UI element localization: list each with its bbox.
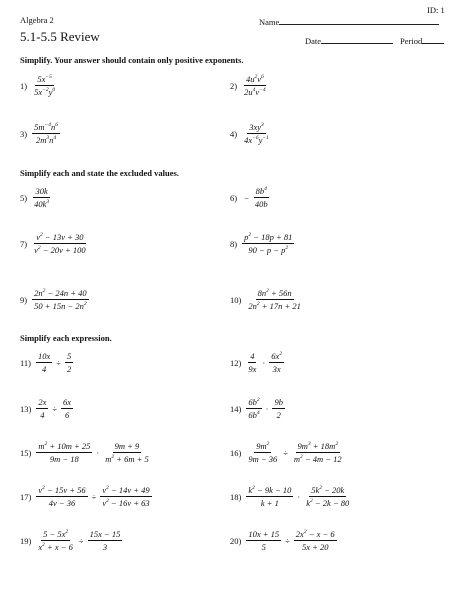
period-blank bbox=[422, 34, 444, 44]
problem-6: 6) − $\frac{8b^4}{40b}$ bbox=[230, 186, 268, 209]
fraction: $\frac{9m^2}{9m - 36}$ bbox=[248, 441, 278, 464]
fraction: $\frac{8n^2 + 56n}{2n^2 + 17n + 21}$ bbox=[248, 288, 301, 311]
problem-number: 8) bbox=[230, 238, 238, 249]
problem-number: 12) bbox=[230, 357, 242, 368]
problem-16: 16) $\frac{9m^2}{9m - 36}$ ÷ $\frac{9m^3 + 18m^2}{m^2 - 4m - 12}$ bbox=[230, 441, 342, 464]
problem-8 bbox=[230, 232, 295, 255]
fraction: $\frac{v^2 - 13v + 30}{v^2 - 20v + 100}$ bbox=[34, 232, 86, 255]
problem-number: 19) bbox=[20, 535, 32, 546]
problem-7 bbox=[20, 232, 89, 255]
problem-10 bbox=[230, 288, 304, 311]
fraction: $\frac{5m^{-4}n^6}{2m^3n^4}$ bbox=[34, 122, 58, 145]
fraction: $\frac{4u^2v^6}{2u^4v^{-4}}$ bbox=[244, 74, 266, 97]
course-name: Algebra 2 bbox=[20, 15, 54, 25]
problem-19: 19) $\frac{5 - 5x^2}{x^2 + x - 6}$ ÷ $\frac{15x - 15}{3}$ bbox=[20, 529, 121, 552]
section-1-instruction: Simplify. Your answer should contain only positive exponents. bbox=[20, 55, 244, 65]
problem-number: 6) bbox=[230, 192, 238, 203]
problem-11: 11) $\frac{10x}{4}$ ÷ $\frac{5}{2}$ bbox=[20, 351, 72, 374]
fraction: $\frac{5 - 5x^2}{x^2 + x - 6}$ bbox=[38, 529, 73, 552]
problem-number: 9) bbox=[20, 294, 28, 305]
date-blank bbox=[321, 34, 393, 44]
fraction: $\frac{k^2 - 9k - 10}{k + 1}$ bbox=[248, 485, 292, 508]
fraction: $\frac{10x + 15}{5}$ bbox=[248, 529, 280, 552]
problem-9 bbox=[20, 288, 90, 311]
fraction: $\frac{3xy^3}{4x^{-6}y^{-1}}$ bbox=[244, 122, 269, 145]
problem-number: 5) bbox=[20, 192, 28, 203]
problem-number: 16) bbox=[230, 447, 242, 458]
name-field bbox=[259, 15, 439, 27]
fraction: $\frac{9b}{2}$ bbox=[274, 397, 283, 420]
fraction: $\frac{15x - 15}{3}$ bbox=[89, 529, 121, 552]
fraction: $\frac{v^2 - 14v + 49}{v^2 - 16v + 63}$ bbox=[102, 485, 150, 508]
problem-number: 18) bbox=[230, 491, 242, 502]
fraction: $\frac{4}{9x}$ bbox=[248, 351, 257, 374]
fraction: $\frac{m^2 + 10m + 25}{9m - 18}$ bbox=[38, 441, 91, 464]
id-label: ID: 1 bbox=[427, 5, 445, 15]
problem-2 bbox=[230, 74, 269, 97]
fraction: $\frac{2x^2 - x - 6}{5x + 20}$ bbox=[295, 529, 335, 552]
problem-number: 17) bbox=[20, 491, 32, 502]
fraction: $\frac{p^2 - 18p + 81}{90 - p - p^2}$ bbox=[244, 232, 293, 255]
period-field bbox=[400, 34, 444, 46]
fraction: $\frac{2x}{4}$ bbox=[38, 397, 47, 420]
fraction: $\frac{9m^3 + 18m^2}{m^2 - 4m - 12}$ bbox=[293, 441, 342, 464]
fraction: $\frac{6x^2}{3x}$ bbox=[271, 351, 282, 374]
date-label: Date bbox=[305, 36, 322, 46]
fraction: $\frac{6b^2}{6b^4}$ bbox=[248, 397, 260, 420]
problem-4 bbox=[230, 122, 272, 145]
fraction: $\frac{30k}{40k^3}$ bbox=[34, 186, 50, 209]
page-title: 5.1-5.5 Review bbox=[20, 29, 100, 44]
fraction: $\frac{8b^4}{40b}$ bbox=[254, 186, 268, 209]
name-label: Name bbox=[259, 17, 280, 27]
date-field bbox=[305, 34, 393, 46]
section-3-instruction: Simplify each expression. bbox=[20, 333, 112, 343]
problem-number: 3) bbox=[20, 128, 28, 139]
problem-13: 13) $\frac{2x}{4}$ ÷ $\frac{6x}{6}$ bbox=[20, 397, 72, 420]
problem-number: 4) bbox=[230, 128, 238, 139]
problem-3 bbox=[20, 122, 61, 145]
fraction: $\frac{5k^2 - 20k}{k^2 - 2k - 80}$ bbox=[306, 485, 350, 508]
problem-14: 14) $\frac{6b^2}{6b^4}$ · $\frac{9b}{2}$ bbox=[230, 397, 283, 420]
problem-number: 20) bbox=[230, 535, 242, 546]
problem-20: 20) $\frac{10x + 15}{5}$ ÷ $\frac{2x^2 - x - 6}{5x + 20}$ bbox=[230, 529, 335, 552]
fraction: $\frac{6x}{6}$ bbox=[63, 397, 72, 420]
name-blank bbox=[279, 15, 439, 25]
problem-number: 2) bbox=[230, 80, 238, 91]
section-2-instruction: Simplify each and state the excluded values. bbox=[20, 168, 179, 178]
fraction: $\frac{10x}{4}$ bbox=[38, 351, 51, 374]
fraction: $\frac{2n^2 - 24n + 40}{50 + 15n - 2n^2}$ bbox=[34, 288, 87, 311]
fraction: $\frac{5x^{-5}}{5x^{-2}y^0}$ bbox=[34, 74, 56, 97]
problem-17: 17) $\frac{v^2 - 15v + 56}{4v - 36}$ ÷ $\frac{v^2 - 14v + 49}{v^2 - 16v + 63}$ bbox=[20, 485, 150, 508]
problem-1 bbox=[20, 74, 58, 97]
problem-number: 11) bbox=[20, 357, 32, 368]
problem-number: 7) bbox=[20, 238, 28, 249]
problem-number: 13) bbox=[20, 403, 32, 414]
problem-number: 1) bbox=[20, 80, 28, 91]
period-label: Period bbox=[400, 36, 423, 46]
fraction: $\frac{v^2 - 15v + 56}{4v - 36}$ bbox=[38, 485, 86, 508]
fraction: $\frac{5}{2}$ bbox=[66, 351, 72, 374]
fraction: $\frac{9m + 9}{m^2 + 6m + 5}$ bbox=[105, 441, 149, 464]
problem-number: 14) bbox=[230, 403, 242, 414]
problem-number: 15) bbox=[20, 447, 32, 458]
problem-5 bbox=[20, 186, 52, 209]
problem-15: 15) $\frac{m^2 + 10m + 25}{9m - 18}$ · $\frac{9m + 9}{m^2 + 6m + 5}$ bbox=[20, 441, 149, 464]
problem-number: 10) bbox=[230, 294, 242, 305]
problem-12: 12) $\frac{4}{9x}$ · $\frac{6x^2}{3x}$ bbox=[230, 351, 282, 374]
problem-18: 18) $\frac{k^2 - 9k - 10}{k + 1}$ · $\frac{5k^2 - 20k}{k^2 - 2k - 80}$ bbox=[230, 485, 350, 508]
